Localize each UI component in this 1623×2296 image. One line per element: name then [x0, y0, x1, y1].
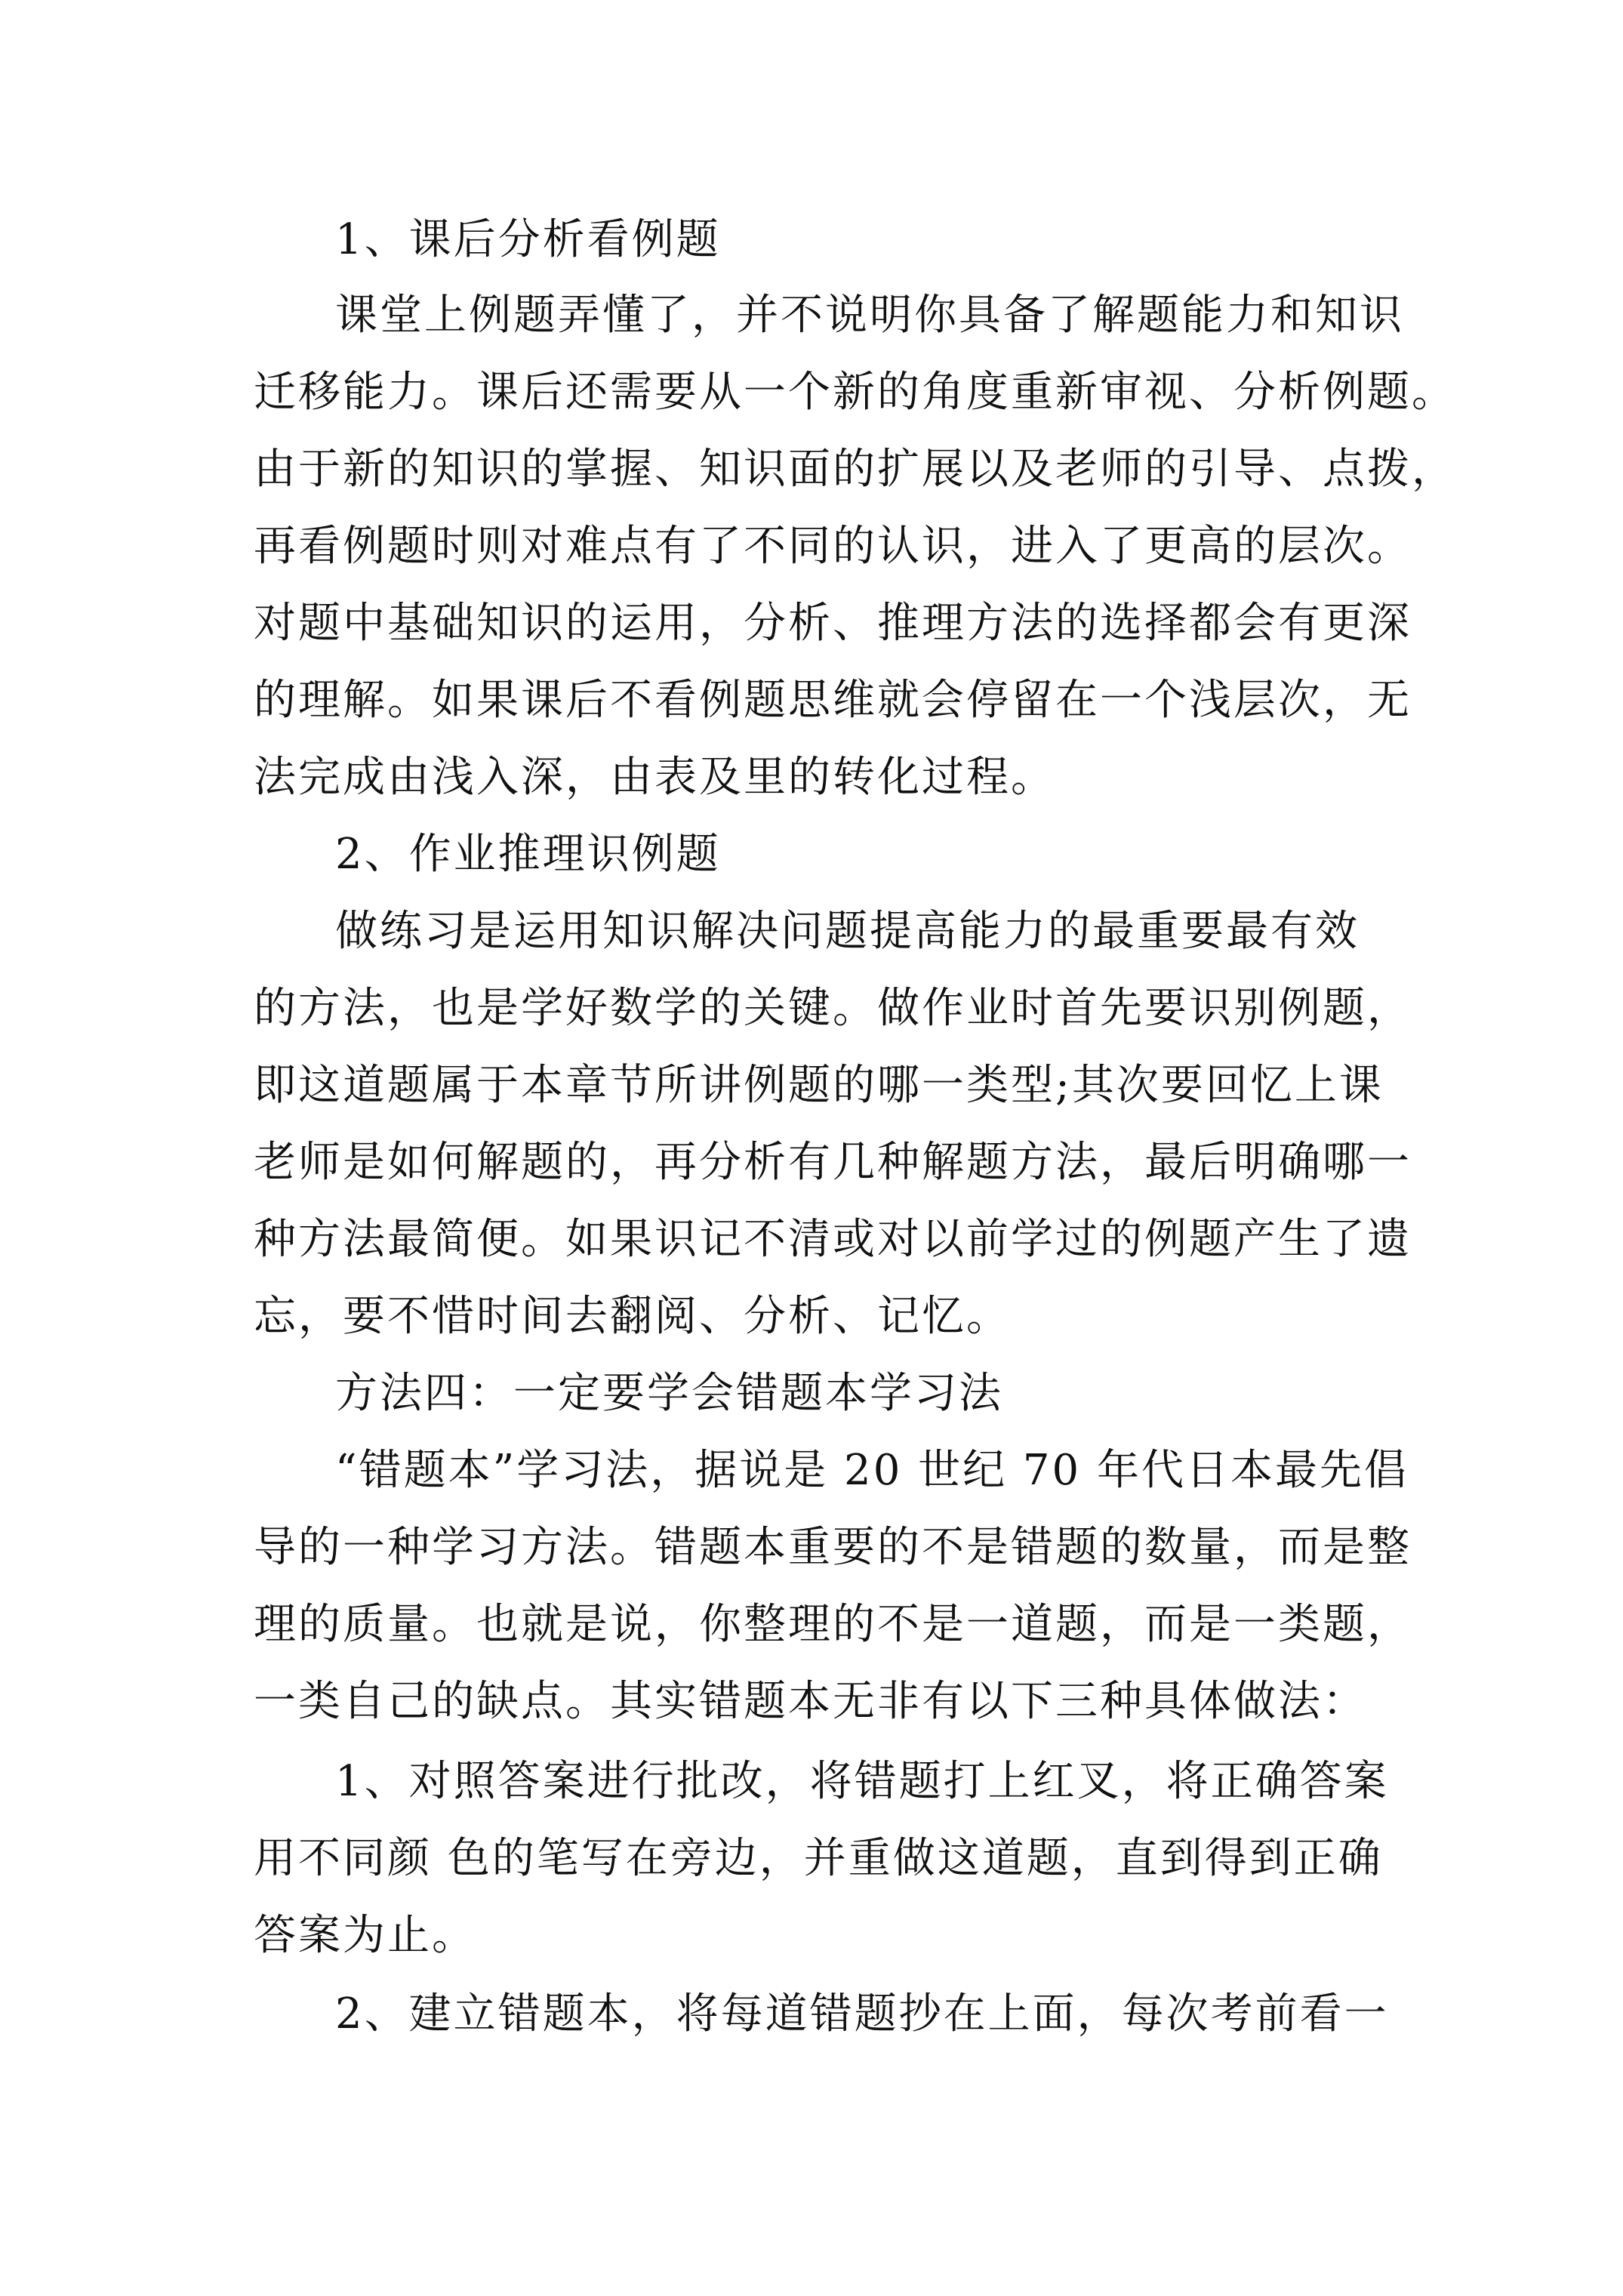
list-item-line: 用不同颜 色的笔写在旁边，并重做这道题，直到得到正确 [254, 1834, 1383, 1883]
heading-after-class-examples: 1、课后分析看例题 [335, 215, 721, 264]
paragraph-line: 忘，要不惜时间去翻阅、分析、记忆。 [254, 1292, 1011, 1341]
list-item-line: 2、建立错题本，将每道错题抄在上面，每次考前看一 [335, 1989, 1389, 2039]
paragraph-line: 对题中基础知识的运用，分析、推理方法的选择都会有更深 [254, 599, 1412, 648]
paragraph-line: 法完成由浅入深，由表及里的转化过程。 [254, 753, 1055, 802]
paragraph-line: 即这道题属于本章节所讲例题的哪一类型;其次要回忆上课 [254, 1061, 1384, 1110]
paragraph-line: 的理解。如果课后不看例题思维就会停留在一个浅层次，无 [254, 676, 1412, 725]
paragraph-line: 理的质量。也就是说，你整理的不是一道题，而是一类题， [254, 1600, 1412, 1649]
paragraph-line: 种方法最简便。如果识记不清或对以前学过的例题产生了遗 [254, 1215, 1412, 1264]
paragraph-line: 老师是如何解题的，再分析有几种解题方法，最后明确哪一 [254, 1138, 1412, 1187]
paragraph-line: 课堂上例题弄懂了，并不说明你具备了解题能力和知识 [335, 291, 1404, 340]
paragraph-line: 导的一种学习方法。错题本重要的不是错题的数量，而是整 [254, 1523, 1412, 1572]
paragraph-line: 做练习是运用知识解决问题提高能力的最重要最有效 [335, 907, 1360, 956]
list-item-line: 1、对照答案进行批改，将错题打上红叉，将正确答案 [335, 1757, 1389, 1806]
heading-method-four: 方法四：一定要学会错题本学习法 [335, 1369, 1003, 1418]
paragraph-line: 的方法，也是学好数学的关键。做作业时首先要识别例题， [254, 984, 1412, 1033]
paragraph-line: 由于新的知识的掌握、知识面的扩展以及老师的引导、点拨， [254, 445, 1456, 494]
paragraph-line: 再看例题时则对难点有了不同的认识，进入了更高的层次。 [254, 522, 1412, 571]
heading-homework-examples: 2、作业推理识例题 [335, 830, 721, 879]
paragraph-line: “错题本”学习法，据说是 20 世纪 70 年代日本最先倡 [335, 1446, 1409, 1495]
list-item-line: 答案为止。 [254, 1911, 476, 1960]
paragraph-line: 一类自己的缺点。其实错题本无非有以下三种具体做法： [254, 1677, 1367, 1726]
paragraph-line: 迁移能力。课后还需要从一个新的角度重新审视、分析例题。 [254, 368, 1456, 417]
